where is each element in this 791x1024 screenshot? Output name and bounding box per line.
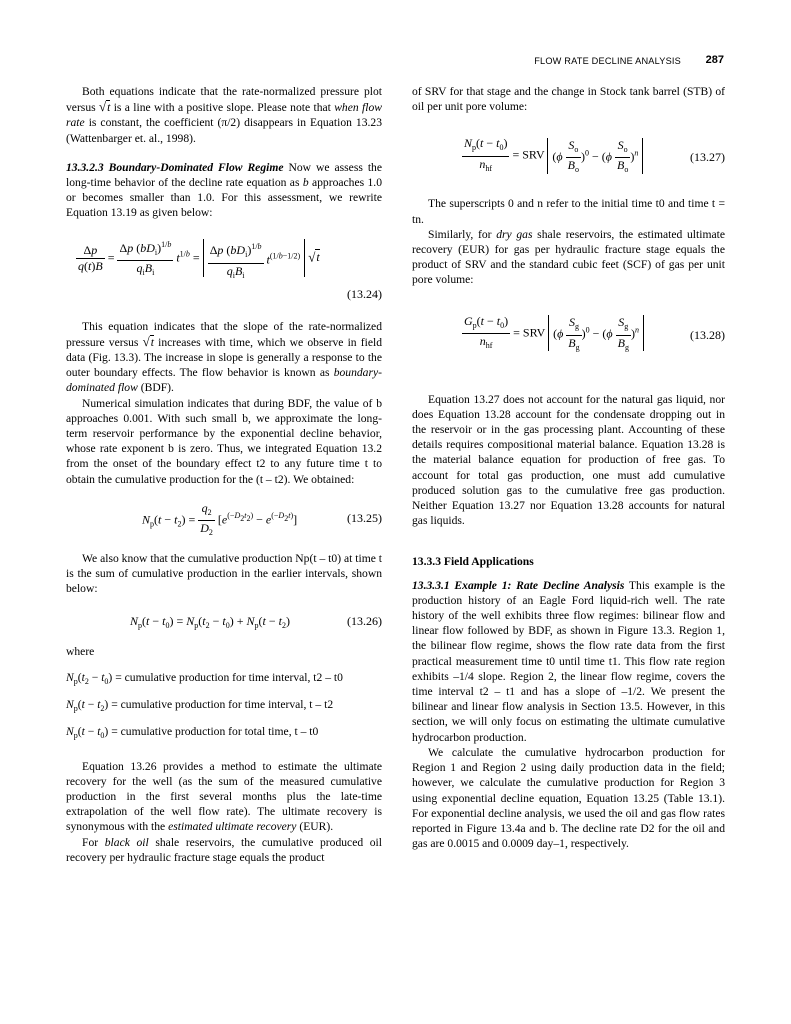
equation-13-24: $\frac{\Delta p}{q(t)B}$ = $\frac{\Delta p (bD_i)^{1/b}}{q_iB_i}$ $t^{1/b}$ = $\frac{\Delta p (bD_i)^{1/b}}{q_iB_i}$ $t^{(1/b-1/2)}$ √t (13.24) bbox=[66, 231, 382, 307]
definition-np-t2-t0: $N_p(t_2 - t_0)$ = cumulative production for time interval, t2 – t0 bbox=[66, 670, 343, 686]
equation-13-28: $\frac{G_p(t - t_0)}{n_{hf}}$ = SRV (ϕ $\frac{S_g}{B_g}$ )$^0$ − (ϕ $\frac{S_g}{B_g}$ )$^n$ (13.28) bbox=[464, 313, 725, 352]
where-label: where bbox=[66, 645, 95, 659]
section-13-3-3-heading: 13.3.3 Field Applications bbox=[412, 555, 534, 569]
equation-number-13-25: (13.25) bbox=[347, 510, 382, 525]
paragraph-cumulative: We also know that the cumulative production Np(t – t0) at time t is the sum of cumulative production in the earlier intervals, shown below: bbox=[66, 551, 382, 596]
section-13-3-3-1: 13.3.3.1 Example 1: Rate Decline Analysis This example is the production history of an Eagle Ford liquid-rich well. The rate history of the well exhibits three flow regimes: bilinear flow and linear flow followed by BDF, as shown in Figure 13.3. Region 1, the bilinear flow regime, shows the flow rate data from the first practical measurement time t0 until time t1. This flow rate region exhibits –1/4 slope. Region 2, the linear flow regime, covers the time interval t2 – t1 and has a slope of –1/2. We present the bilinear and linear flow analysis in Section 13.5. However, in this section, we will only focus on estimating the ultimate cumulative hydrocarbon production. bbox=[412, 578, 725, 744]
paragraph-ultimate-recovery: Equation 13.26 provides a method to estimate the ultimate recovery for the well (as the sum of the measured cumulative production in the first several months plus the late-time extrapolation of the well flow rate). The ultimate recovery is synonymous with the estimated ultimate recovery (EUR). bbox=[66, 759, 382, 834]
definition-np-t-t2: $N_p(t - t_2)$ = cumulative production for time interval, t – t2 bbox=[66, 697, 334, 713]
paragraph-numerical-simulation: Numerical simulation indicates that during BDF, the value of b approaches 0.001. With such small b, we approximate the long-term reservoir performance by the exponential decline behavior, whose rate exponent b is zero. Thus, we integrated Equation 13.2 from the onset of the boundary effect t2 to any future time t to obtain the cumulative production for the (t – t2). We obtained: bbox=[66, 396, 382, 486]
header-title: FLOW RATE DECLINE ANALYSIS bbox=[534, 56, 681, 66]
equation-number-13-28: (13.28) bbox=[690, 327, 725, 342]
left-column bbox=[66, 84, 382, 865]
paragraph-dry-gas: Similarly, for dry gas shale reservoirs, the estimated ultimate recovery (EUR) for gas per hydraulic fracture stage equals the product of SRV and the standard cubic feet (SCF) of gas per unit pore volume: bbox=[412, 227, 725, 287]
equation-13-25: $N_p(t - t_2)$ = $\frac{q_2}{D_2}$ $[e^{(-D2t2)} - e^{(-D2t)}]$ (13.25) bbox=[142, 500, 382, 538]
equation-number-13-26: (13.26) bbox=[347, 614, 382, 629]
paragraph-ngl: Equation 13.27 does not account for the natural gas liquid, nor does Equation 13.28 account for the condensate dropping out in the reservoir or in the gas processing plant. Accounting of these details requires compositional material balance. Equation 13.28 is the material balance equation for production of free gas. To account for total gas production, one must add cumulative produced solution gas to the cumulative free gas production. Neither Equation 13.27 nor Equation 13.28 accounts for natural gas liquids. bbox=[412, 392, 725, 528]
paragraph-black-oil: For black oil shale reservoirs, the cumulative produced oil recovery per hydraulic fracture stage equals the product bbox=[66, 835, 383, 864]
paragraph-srv-stb: of SRV for that stage and the change in Stock tank barrel (STB) of oil per unit pore volume: bbox=[412, 85, 725, 114]
paragraph-bdf: This equation indicates that the slope of the rate-normalized pressure versus √t increases with time, which we observe in field data (Fig. 13.3). The increase in slope is generally a response to the outer boundary effects. The flow behavior is known as boundary-dominated flow (BDF). bbox=[66, 319, 382, 395]
paragraph-region-production: We calculate the cumulative hydrocarbon production for Region 1 and Region 2 using daily production data in the field; however, we calculate the cumulative production for Region 3 using exponential decline equation, Equation 13.25 (Table 13.1). For exponential decline analysis, we used the oil and gas flow rates reported in Figure 13.4a and b. The decline rate D2 for the oil and gas are 0.0015 and 0.0009 day–1, respectively. bbox=[412, 745, 725, 851]
equation-13-26: $N_p(t - t_0) = N_p(t_2 - t_0) + N_p(t - t_2)$ (13.26) bbox=[130, 614, 382, 631]
right-column bbox=[412, 84, 725, 851]
definitions-list bbox=[66, 670, 382, 745]
definition-np-t-t0: $N_p(t - t_0)$ = cumulative production for total time, t – t0 bbox=[66, 724, 319, 740]
page-number: 287 bbox=[705, 54, 724, 66]
equation-number-13-27: (13.27) bbox=[690, 150, 725, 165]
equation-13-27: $\frac{N_p(t - t_0)}{n_{hf}}$ = SRV (ϕ $\frac{S_o}{B_o}$ )$^0$ − (ϕ $\frac{S_o}{B_o}$ )$^n$ (13.27) bbox=[464, 136, 725, 175]
paragraph-superscripts: The superscripts 0 and n refer to the initial time t0 and time t = tn. bbox=[412, 197, 725, 226]
paragraph-rate-normalized: Both equations indicate that the rate-normalized pressure plot versus √t is a line with a positive slope. Please note that when flow rate is constant, the coefficient (π/2) disappears in Equation 13.23 (Wattenbarger et. al., 1998). bbox=[66, 85, 382, 145]
section-13-3-2-3: 13.3.2.3 Boundary-Dominated Flow Regime Now we assess the long-time behavior of the decline rate equation as b approaches 1.0 or becomes smaller than 1.0. For this assessment, we rewrite Equation 13.19 as given below: bbox=[66, 160, 382, 220]
running-header bbox=[0, 54, 791, 70]
equation-number-13-24: (13.24) bbox=[347, 286, 382, 301]
